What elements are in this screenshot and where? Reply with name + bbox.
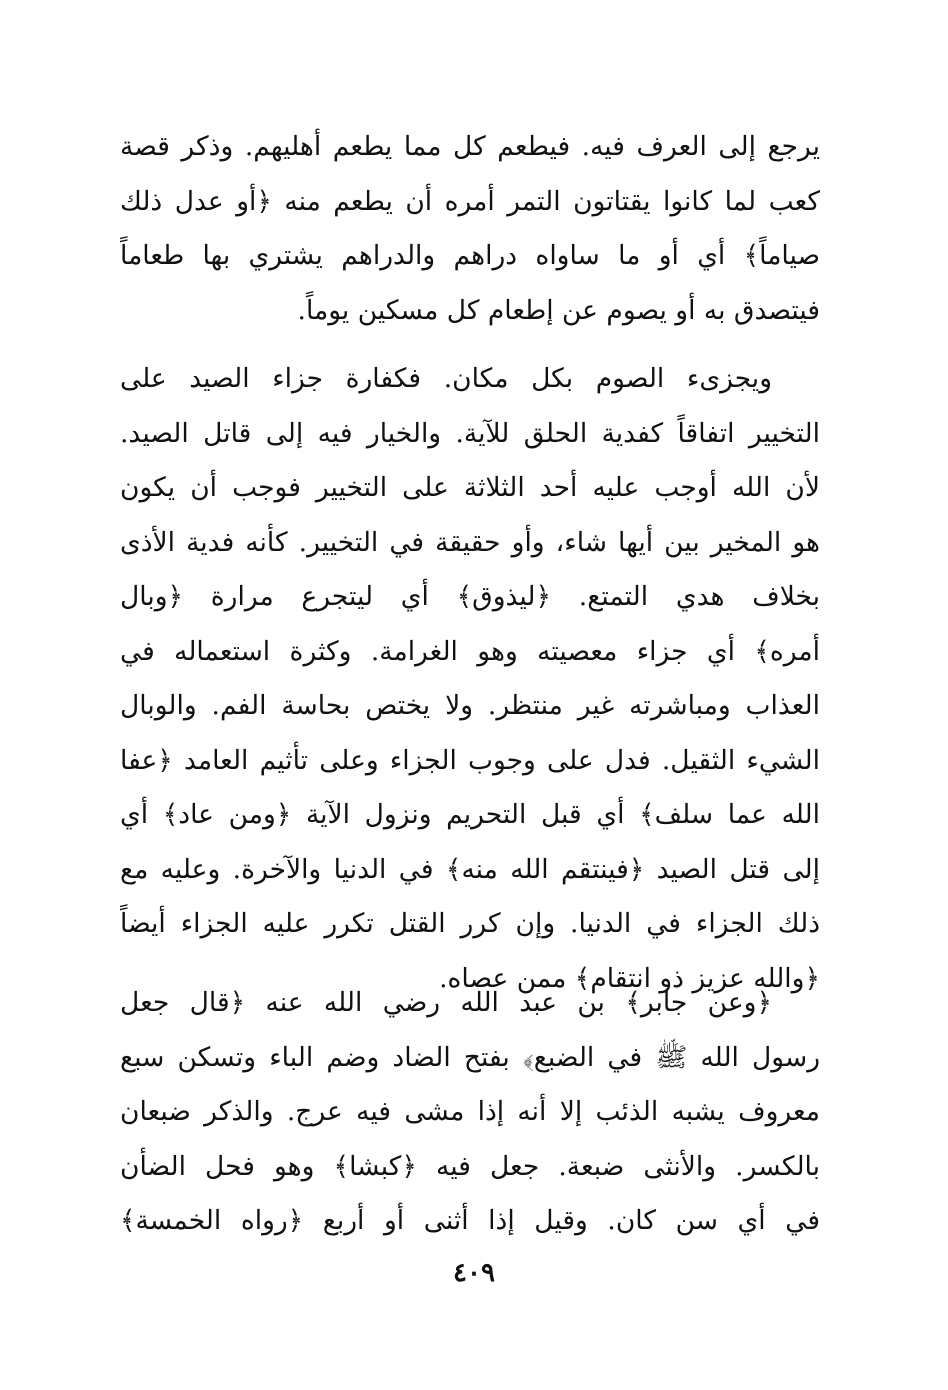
text-line: يرجع إلى العرف فيه. فيطعم كل مما يطعم أهليهم. وذكر قصة <box>120 131 820 162</box>
text-line: ﴿وعن جابر﴾ بن عبد الله رضي الله عنه ﴿قال جعل <box>120 987 772 1018</box>
paragraph-2 <box>120 352 820 1006</box>
text-line: التخيير اتفاقاً كفدية الحلق للآية. والخيار فيه إلى قاتل الصيد. <box>120 417 820 449</box>
paragraph-text <box>120 352 820 1006</box>
text-line: بالكسر. والأنثى ضبعة. جعل فيه ﴿كبشا﴾ وهو فحل الضأن <box>120 1150 820 1182</box>
text-line: إلى قتل الصيد ﴿فينتقم الله منه﴾ في الدنيا والآخرة. وعليه مع <box>120 853 820 885</box>
text-line: معروف يشبه الذئب إلا أنه إذا مشى فيه عرج. والذكر ضبعان <box>120 1096 820 1127</box>
text-line: ﴿والله عزيز ذو انتقام﴾ ممن عصاه. <box>439 962 820 994</box>
text-line: فيتصدق به أو يصوم عن إطعام كل مسكين يوماً. <box>297 294 820 326</box>
text-line: رسول الله ﷺ في الضبع﴾ بفتح الضاد وضم الباء وتسكن سبع <box>120 1041 820 1073</box>
text-line: كعب لما كانوا يقتاتون التمر أمره أن يطعم منه ﴿أو عدل ذلك <box>120 185 820 217</box>
text-line: ويجزىء الصوم بكل مكان. فكفارة جزاء الصيد على <box>120 363 772 394</box>
text-line: العذاب ومباشرته غير منتظر. ولا يختص بحاسة الفم. والوبال <box>120 690 820 721</box>
text-line: بخلاف هدي التمتع. ﴿ليذوق﴾ أي ليتجرع مرارة ﴿وبال <box>120 581 820 612</box>
text-line: صياماً﴾ أي أو ما ساواه دراهم والدراهم يشتري بها طعاماً <box>120 240 820 271</box>
paragraph-text <box>120 120 820 338</box>
text-line: أمره﴾ أي جزاء معصيته وهو الغرامة. وكثرة استعماله في <box>120 635 820 667</box>
text-line: الشيء الثقيل. فدل على وجوب الجزاء وعلى تأثيم العامد ﴿عفا <box>120 744 820 776</box>
text-line: هو المخير بين أيها شاء، وأو حقيقة في التخيير. كأنه فدية الأذى <box>120 526 820 558</box>
text-line: الله عما سلف﴾ أي قبل التحريم ونزول الآية ﴿ومن عاد﴾ أي <box>120 799 820 830</box>
text-line: في أي سن كان. وقيل إذا أثنى أو أربع ﴿رواه الخمسة﴾ <box>120 1205 820 1236</box>
text-line: ذلك الجزاء في الدنيا. وإن كرر القتل تكرر عليه الجزاء أيضاً <box>120 908 820 939</box>
paragraph-3 <box>120 976 820 1249</box>
page-number: ٤٠٩ <box>453 1258 495 1288</box>
text-line: لأن الله أوجب عليه أحد الثلاثة على التخيير فوجب أن يكون <box>120 472 820 503</box>
paragraph-text <box>120 976 820 1249</box>
paragraph-1 <box>120 120 820 338</box>
